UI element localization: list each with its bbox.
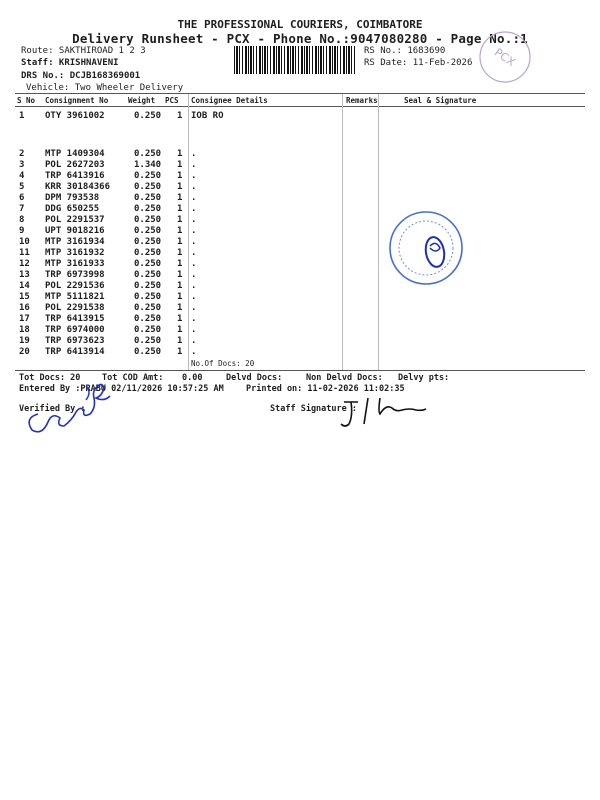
row-pcs: 1 [177, 149, 183, 159]
row-consignment: MTP 3161932 [45, 248, 105, 258]
row-pcs: 1 [177, 325, 183, 335]
row-details: . [191, 281, 197, 291]
table-row [0, 259, 600, 270]
row-pcs: 1 [177, 171, 183, 181]
row-consignment: POL 2291538 [45, 303, 105, 313]
row-sno: 20 [19, 347, 30, 357]
col-remarks: Remarks [346, 96, 378, 105]
corner-stamp [476, 28, 534, 86]
staff-signature [336, 394, 446, 434]
row-sno: 10 [19, 237, 30, 247]
delvd-docs: Delvd Docs: [226, 373, 283, 383]
table-row [0, 111, 600, 122]
runsheet-title: Delivery Runsheet - PCX - Phone No.:9047080280 - Page No.:1 [72, 31, 528, 46]
row-sno: 8 [19, 215, 25, 225]
table-row [0, 347, 600, 358]
row-pcs: 1 [177, 303, 183, 313]
header-top-rule [15, 93, 585, 94]
staff-signature-label: Staff Signature : [270, 404, 357, 414]
row-consignment: MTP 3161933 [45, 259, 105, 269]
row-consignment: POL 2291536 [45, 281, 105, 291]
row-consignment: TRP 6973998 [45, 270, 105, 280]
table-row [0, 303, 600, 314]
row-consignment: TRP 6413915 [45, 314, 105, 324]
row-details: . [191, 237, 197, 247]
table-row [0, 270, 600, 281]
row-pcs: 1 [177, 270, 183, 280]
printed-on: Printed on: 11-02-2026 11:02:35 [246, 384, 405, 394]
row-consignment: DPM 793538 [45, 193, 100, 203]
row-pcs: 1 [177, 259, 183, 269]
row-details: . [191, 292, 197, 302]
row-sno: 6 [19, 193, 25, 203]
staff-label: Staff: KRISHNAVENI [21, 58, 119, 68]
row-weight: 0.250 [134, 270, 162, 280]
table-row [0, 204, 600, 215]
row-pcs: 1 [177, 182, 183, 192]
row-sno: 5 [19, 182, 25, 192]
row-consignment: TRP 6413916 [45, 171, 105, 181]
row-consignment: TRP 6973623 [45, 336, 105, 346]
row-details: . [191, 160, 197, 170]
table-row [0, 292, 600, 303]
row-weight: 0.250 [134, 204, 162, 214]
row-details: . [191, 171, 197, 181]
tot-cod-amount: 0.00 [182, 373, 203, 383]
col-weight: Weight [128, 96, 156, 105]
row-details: . [191, 347, 197, 357]
row-weight: 0.250 [134, 303, 162, 313]
row-details: . [191, 149, 197, 159]
non-delvd-docs: Non Delvd Docs: [306, 373, 383, 383]
table-row [0, 149, 600, 160]
row-consignment: POL 2291537 [45, 215, 105, 225]
table-row [0, 215, 600, 226]
row-weight: 0.250 [134, 314, 162, 324]
table-row [0, 237, 600, 248]
row-weight: 0.250 [134, 182, 162, 192]
row-weight: 0.250 [134, 281, 162, 291]
row-consignment: POL 2627203 [45, 160, 105, 170]
col-sno: S No [17, 96, 36, 105]
row-consignment: MTP 1409304 [45, 149, 105, 159]
row-weight: 0.250 [134, 347, 162, 357]
office-seal [386, 208, 466, 288]
row-sno: 18 [19, 325, 30, 335]
verified-by: Verified By : [19, 404, 86, 414]
table-row [0, 281, 600, 292]
row-sno: 4 [19, 171, 25, 181]
header-bottom-rule [15, 106, 585, 107]
row-sno: 19 [19, 336, 30, 346]
route-label: Route: SAKTHIROAD 1 2 3 [21, 46, 146, 56]
row-details: . [191, 303, 197, 313]
drs-number: DRS No.: DCJB168369001 [21, 71, 141, 81]
table-row [0, 314, 600, 325]
table-row [0, 171, 600, 182]
row-pcs: 1 [177, 347, 183, 357]
col-consignment: Consignment No [45, 96, 109, 105]
row-details: . [191, 204, 197, 214]
rs-date: RS Date: 11-Feb-2026 [364, 58, 473, 68]
corner-stamp-text: PCX [492, 45, 518, 70]
table-row [0, 182, 600, 193]
row-details: . [191, 193, 197, 203]
row-pcs: 1 [177, 237, 183, 247]
row-weight: 0.250 [134, 325, 162, 335]
row-weight: 0.250 [134, 292, 162, 302]
row-consignment: KRR 30184366 [45, 182, 111, 192]
table-row [0, 193, 600, 204]
row-pcs: 1 [177, 215, 183, 225]
row-sno: 2 [19, 149, 25, 159]
row-weight: 0.250 [134, 259, 162, 269]
row-sno: 17 [19, 314, 30, 324]
row-weight: 0.250 [134, 193, 162, 203]
row-details: . [191, 336, 197, 346]
col-pcs: PCS [165, 96, 179, 105]
row-pcs: 1 [177, 193, 183, 203]
delvy-pts: Delvy pts: [398, 373, 450, 383]
row-weight: 0.250 [134, 149, 162, 159]
row-details: . [191, 182, 197, 192]
row-sno: 11 [19, 248, 30, 258]
barcode [234, 46, 356, 74]
row-sno: 14 [19, 281, 30, 291]
row-sno: 1 [19, 111, 25, 121]
row-pcs: 1 [177, 281, 183, 291]
row-sno: 16 [19, 303, 30, 313]
vehicle-label: Vehicle: Two Wheeler Delivery [26, 83, 184, 93]
rs-number: RS No.: 1683690 [364, 46, 446, 56]
row-consignment: DDG 650255 [45, 204, 100, 214]
row-details: . [191, 314, 197, 324]
row-consignment: TRP 6974000 [45, 325, 105, 335]
row-sno: 7 [19, 204, 25, 214]
row-pcs: 1 [177, 160, 183, 170]
row-pcs: 1 [177, 336, 183, 346]
row-details: . [191, 259, 197, 269]
row-details: IOB RO [191, 111, 224, 121]
row-details: . [191, 270, 197, 280]
row-pcs: 1 [177, 111, 183, 121]
table-row [0, 160, 600, 171]
row-weight: 0.250 [134, 111, 162, 121]
row-weight: 1.340 [134, 160, 162, 170]
tot-cod-label: Tot COD Amt: [102, 373, 164, 383]
table-row [0, 336, 600, 347]
row-consignment: MTP 5111821 [45, 292, 105, 302]
row-consignment: OTY 3961002 [45, 111, 105, 121]
no-of-docs: No.Of Docs: 20 [191, 359, 255, 368]
row-weight: 0.250 [134, 171, 162, 181]
row-weight: 0.250 [134, 248, 162, 258]
row-consignment: TRP 6413914 [45, 347, 105, 357]
col-seal: Seal & Signature [404, 96, 477, 105]
row-pcs: 1 [177, 292, 183, 302]
row-weight: 0.250 [134, 226, 162, 236]
row-consignment: MTP 3161934 [45, 237, 105, 247]
row-details: . [191, 248, 197, 258]
col-consignee: Consignee Details [191, 96, 268, 105]
table-row [0, 226, 600, 237]
entered-by: Entered By :PRABU 02/11/2026 10:57:25 AM [19, 384, 224, 394]
row-pcs: 1 [177, 314, 183, 324]
row-weight: 0.250 [134, 237, 162, 247]
row-sno: 9 [19, 226, 25, 236]
row-sno: 3 [19, 160, 25, 170]
row-weight: 0.250 [134, 336, 162, 346]
row-details: . [191, 226, 197, 236]
row-pcs: 1 [177, 248, 183, 258]
row-weight: 0.250 [134, 215, 162, 225]
company-title: THE PROFESSIONAL COURIERS, COIMBATORE [177, 18, 423, 31]
tot-docs: Tot Docs: 20 [19, 373, 81, 383]
row-sno: 15 [19, 292, 30, 302]
table-row [0, 248, 600, 259]
row-pcs: 1 [177, 226, 183, 236]
row-details: . [191, 325, 197, 335]
row-details: . [191, 215, 197, 225]
row-sno: 13 [19, 270, 30, 280]
row-consignment: UPT 9018216 [45, 226, 105, 236]
row-sno: 12 [19, 259, 30, 269]
table-row [0, 325, 600, 336]
row-pcs: 1 [177, 204, 183, 214]
verified-signature [16, 366, 136, 446]
